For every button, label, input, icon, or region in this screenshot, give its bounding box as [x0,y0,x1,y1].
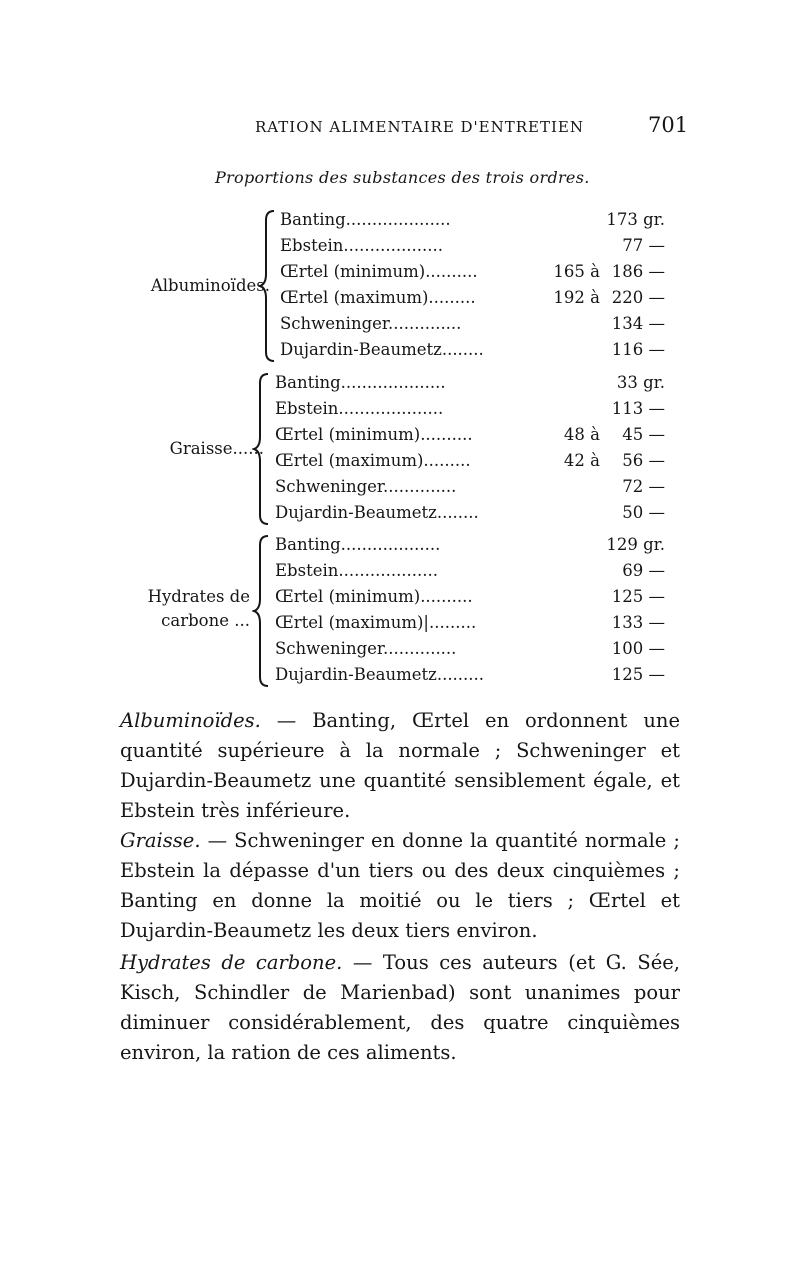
table-row [275,585,670,609]
paragraph-lead: Graisse. [120,829,201,852]
table-row [275,449,670,473]
group-label: Graisse...... [169,439,264,458]
paragraph-graisse [120,826,680,946]
table-row [275,501,670,525]
author-name: Dujardin-Beaumetz......... [275,665,485,684]
group-albuminoides [0,208,800,368]
table-row [275,423,670,447]
group-label-line: Hydrates de [147,587,250,606]
range-start: 48 à [563,425,600,444]
range-start: 165 à [553,262,600,281]
paragraph-text: — Tous ces auteurs (et G. Sée, Kisch, Schindler de Marienbad) sont unanimes pour diminuer considérablement, des quatre cinquièmes environ, la ration de ces aliments. [120,951,680,1064]
group-label [110,585,250,633]
quantity-value: 69 — [622,561,665,580]
paragraph-hydrates-de-carbone [120,948,680,1068]
quantity-value: 50 — [622,503,665,522]
quantity-value: 129 gr. [606,535,665,554]
quantity-value: 173 gr. [606,210,665,229]
table-row [275,663,670,687]
table-caption: Proportions des substances des trois ordres. [215,168,590,187]
author-name: Banting.................... [280,210,451,229]
paragraph-lead: Albuminoïdes. [120,709,261,732]
author-name: Dujardin-Beaumetz........ [275,503,479,522]
brace-icon [258,210,278,362]
quantity-value: 100 — [611,639,665,658]
author-name: Œrtel (maximum)|......... [275,613,477,632]
running-title: RATION ALIMENTAIRE D'ENTRETIEN [255,118,585,136]
table-row [275,371,670,395]
table-row [280,234,670,258]
group-label: Albuminoïdes. [150,276,270,295]
group-hydrates-de-carbone [0,533,800,693]
table-row [280,208,670,232]
author-name: Œrtel (minimum).......... [275,587,473,606]
author-name: Œrtel (minimum).......... [280,262,478,281]
paragraph-lead: Hydrates de carbone. [120,951,343,974]
quantity-value: 77 — [622,236,665,255]
table-row [280,338,670,362]
paragraph-text: — Banting, Œrtel en ordonnent une quantité supérieure à la normale ; Schweninger et Dujardin-Beaumetz une quantité sensiblement égale, et Ebstein très inférieure. [120,709,680,822]
table-row [275,533,670,557]
quantity-value: 72 — [622,477,665,496]
author-name: Banting.................... [275,373,446,392]
table-row [275,611,670,635]
quantity-value: 56 — [622,451,665,470]
page-number: 701 [648,113,689,137]
paragraph-text: — Schweninger en donne la quantité normale ; Ebstein la dépasse d'un tiers ou des deux cinquièmes ; Banting en donne la moitié ou le tiers ; Œrtel et Dujardin-Beaumetz les deux tiers environ. [120,829,680,942]
quantity-value: 116 — [611,340,665,359]
table-row [275,637,670,661]
table-row [275,475,670,499]
quantity-value: 125 — [611,587,665,606]
author-name: Schweninger.............. [275,639,457,658]
author-name: Ebstein.................... [275,399,444,418]
author-name: Banting................... [275,535,441,554]
brace-icon [252,373,272,525]
author-name: Œrtel (maximum)......... [275,451,471,470]
group-label-line: carbone ... [161,611,250,630]
quantity-value: 113 — [611,399,665,418]
table-row [280,312,670,336]
author-name: Schweninger.............. [275,477,457,496]
table-row [280,286,670,310]
author-name: Dujardin-Beaumetz........ [280,340,484,359]
table-row [280,260,670,284]
quantity-value: 220 — [611,288,665,307]
range-start: 192 à [553,288,600,307]
table-row [275,559,670,583]
quantity-value: 45 — [622,425,665,444]
quantity-value: 33 gr. [616,373,665,392]
quantity-value: 133 — [611,613,665,632]
range-start: 42 à [563,451,600,470]
group-graisse [0,371,800,531]
brace-icon [252,535,272,687]
author-name: Œrtel (minimum).......... [275,425,473,444]
paragraph-albuminoides [120,706,680,826]
table-row [275,397,670,421]
author-name: Œrtel (maximum)......... [280,288,476,307]
quantity-value: 186 — [611,262,665,281]
author-name: Ebstein................... [280,236,444,255]
quantity-value: 125 — [611,665,665,684]
quantity-value: 134 — [611,314,665,333]
author-name: Schweninger.............. [280,314,462,333]
author-name: Ebstein................... [275,561,439,580]
